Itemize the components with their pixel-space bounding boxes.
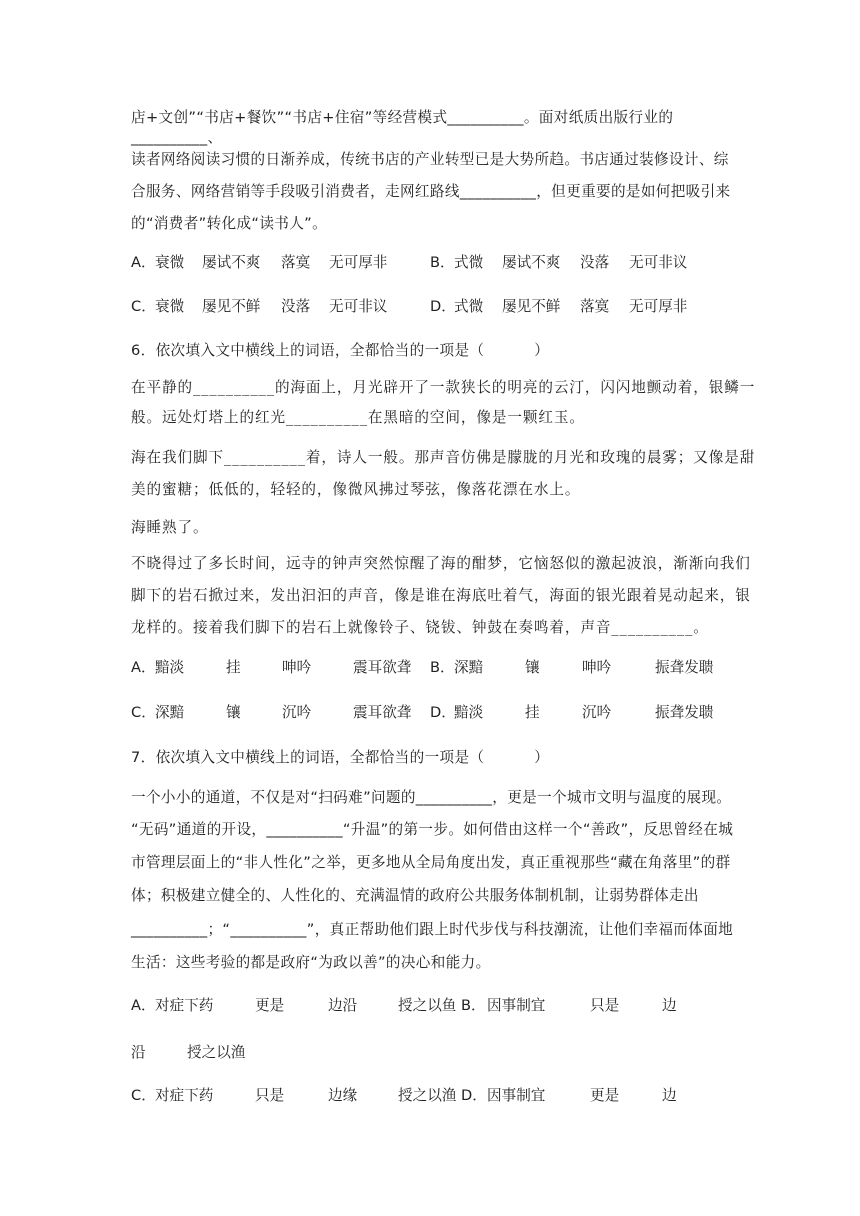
option-word: 边缘 xyxy=(328,1087,358,1104)
option-word: 因事制宜 xyxy=(487,1087,546,1104)
option-word: 式微 xyxy=(454,254,484,271)
option-word: 没落 xyxy=(580,254,610,271)
option-word: 无可厚非 xyxy=(329,254,388,271)
option-word: 振聋发聩 xyxy=(655,704,714,721)
option-word: 镶 xyxy=(525,659,540,676)
passage-5-line-2: 读者网络阅读习惯的日渐养成，传统书店的产业转型已是大势所趋。书店通过装修设计、综 xyxy=(131,151,729,168)
option-word: 震耳欲聋 xyxy=(353,659,412,676)
option-word: 对症下药 xyxy=(155,997,214,1014)
q7-passage-line-6: 生活：这些考验的都是政府“为政以善”的决心和能力。 xyxy=(131,954,491,971)
q6-passage-line-8: 龙样的。接着我们脚下的岩石上就像铃子、铙钹、钟鼓在奏鸣着，声音__________。 xyxy=(131,619,709,636)
q6-passage-line-6: 不晓得过了多长时间，远寺的钟声突然惊醒了海的酣梦，它恼怒似的激起波浪，渐渐向我们 xyxy=(131,555,751,572)
option-word: 衰微 xyxy=(155,298,185,315)
option-word: 无可非议 xyxy=(629,254,688,271)
option-word: 更是 xyxy=(590,1087,620,1104)
option-word: 深黯 xyxy=(155,704,185,721)
option-word: 屡试不爽 xyxy=(502,254,561,271)
option-letter: A． xyxy=(131,254,156,271)
option-word: 屡试不爽 xyxy=(202,254,261,271)
option-word: 只是 xyxy=(590,997,620,1014)
option-word: 无可非议 xyxy=(329,298,388,315)
q6-passage-line-2: 般。远处灯塔上的红光__________在黑暗的空间，像是一颗红玉。 xyxy=(131,409,585,426)
option-word: 授之以渔 xyxy=(398,1087,457,1104)
option-word: 挂 xyxy=(525,704,540,721)
option-word: 黯淡 xyxy=(155,659,185,676)
option-word: 落寞 xyxy=(281,254,311,271)
q7-passage-line-2: “无码”通道的开设，__________“升温”的第一步。如何借由这样一个“善政”，反思曾经在城 xyxy=(131,821,734,838)
option-word: 更是 xyxy=(255,997,285,1014)
q6-passage-line-4: 美的蜜糖；低低的，轻轻的，像微风拂过琴弦，像落花漂在水上。 xyxy=(131,481,581,498)
option-letter: D． xyxy=(430,298,456,315)
option-word: 授之以鱼 xyxy=(398,997,457,1014)
option-word: 屡见不鲜 xyxy=(202,298,261,315)
passage-5-line-1: 店+文创”“书店+餐饮”“书店+住宿”等经营模式__________。面对纸质出版行业的__________、 xyxy=(131,109,674,146)
option-word: 授之以渔 xyxy=(187,1044,246,1061)
option-letter: A． xyxy=(131,997,156,1014)
passage-5-line-4: 的“消费者”转化成“读书人”。 xyxy=(131,215,328,232)
question-7-stem: 7．依次填入文中横线上的词语，全都恰当的一项是（ ） xyxy=(131,749,550,766)
option-word: 震耳欲聋 xyxy=(353,704,412,721)
option-word: 振聋发聩 xyxy=(655,659,714,676)
option-letter: C． xyxy=(131,704,156,721)
option-letter: A． xyxy=(131,659,156,676)
q6-passage-line-1: 在平静的__________的海面上，月光辟开了一款狭长的明亮的云汀，闪闪地颤动着，银鳞一 xyxy=(131,379,756,396)
option-word: 因事制宜 xyxy=(487,997,546,1014)
option-word: 式微 xyxy=(454,298,484,315)
q7-passage-line-3: 市管理层面上的“非人性化”之举，更多地从全局角度出发，真正重视那些“藏在角落里”的群 xyxy=(131,854,731,871)
option-letter: D． xyxy=(461,1087,487,1104)
option-letter: B． xyxy=(461,997,486,1014)
option-word: 沉吟 xyxy=(282,704,312,721)
option-word-wrapped: 沿 xyxy=(131,1044,146,1061)
option-word: 无可厚非 xyxy=(629,298,688,315)
option-word: 只是 xyxy=(255,1087,285,1104)
option-word: 深黯 xyxy=(454,659,484,676)
option-word: 屡见不鲜 xyxy=(502,298,561,315)
option-word: 没落 xyxy=(281,298,311,315)
option-letter: B． xyxy=(430,659,455,676)
option-word: 挂 xyxy=(226,659,241,676)
option-word: 沉吟 xyxy=(582,704,612,721)
q7-passage-line-1: 一个小小的通道，不仅是对“扫码难”问题的__________，更是一个城市文明与温度的展现。 xyxy=(131,789,732,806)
option-word: 呻吟 xyxy=(582,659,612,676)
q7-passage-line-5: __________；“__________”，真正帮助他们跟上时代步伐与科技潮流，让他们幸福而体面地 xyxy=(131,921,734,938)
option-word: 边沿 xyxy=(328,997,358,1014)
q7-passage-line-4: 体；积极建立健全的、人性化的、充满温情的政府公共服务体制机制，让弱势群体走出 xyxy=(131,887,699,904)
option-word: 镶 xyxy=(226,704,241,721)
option-word: 边 xyxy=(662,997,677,1014)
option-letter: C． xyxy=(131,1087,156,1104)
option-letter: C． xyxy=(131,298,156,315)
question-6-stem: 6．依次填入文中横线上的词语，全都恰当的一项是（ ） xyxy=(131,342,550,359)
option-word: 衰微 xyxy=(155,254,185,271)
option-letter: B． xyxy=(430,254,455,271)
option-letter: D． xyxy=(430,704,456,721)
option-word: 边 xyxy=(662,1087,677,1104)
q6-passage-line-3: 海在我们脚下__________着，诗人一般。那声音仿佛是朦胧的月光和玫瑰的晨雾；又像是甜 xyxy=(131,449,756,466)
option-word: 对症下药 xyxy=(155,1087,214,1104)
passage-5-line-3: 合服务、网络营销等手段吸引消费者，走网红路线__________，但更重要的是如何把吸引来 xyxy=(131,183,731,200)
q6-passage-line-7: 脚下的岩石掀过来，发出汩汩的声音，像是谁在海底吐着气，海面的银光跟着晃动起来，银 xyxy=(131,587,751,604)
option-word: 呻吟 xyxy=(282,659,312,676)
option-word: 落寞 xyxy=(580,298,610,315)
q6-passage-line-5: 海睡熟了。 xyxy=(131,519,209,536)
option-word: 黯淡 xyxy=(454,704,484,721)
